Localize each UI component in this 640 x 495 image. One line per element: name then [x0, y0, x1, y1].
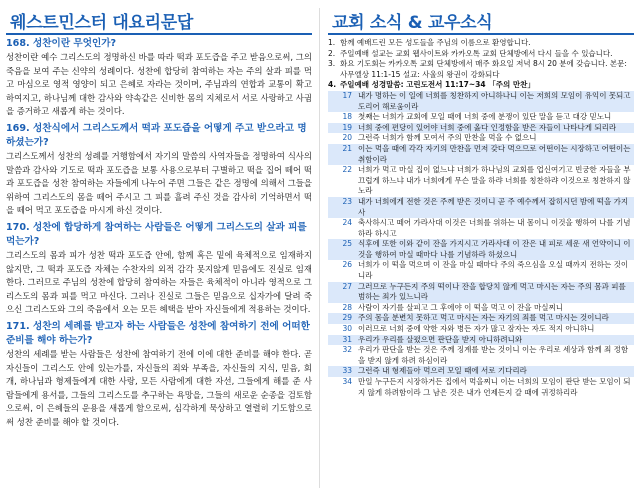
- news-header: [328, 4, 634, 34]
- verse-line: 19 너희 중에 편당이 있어야 너희 중에 옳다 인정함을 받은 자들이 나타나게 되리라: [328, 123, 634, 134]
- answer-text: 성찬의 세례를 받는 사람들은 성찬에 참여하기 전에 이에 대한 준비를 해야 한다. 곧 자신들이 그리스도 안에 있는가를, 자신들의 죄와 부족을, 자신들의 지식, 믿음, 회개, 하나님과 형제들에게 대한 사랑, 모든 사람에게 대한 자선, 그들에게 해를 준 사람들에게 용서를, 그들의 그리스도를 추구하는 욕망을, 그들의 새로운 순종을 검토함으로써, 이 은혜들의 운용을 새롭게 함으로써, 심각하게 묵상하고 열렬히 기도함으로써 성찬 준비를 해야 할 것이다.: [6, 348, 312, 427]
- question-heading: 171. 성찬의 세례를 받고자 하는 사람들은 성찬에 참여하기 전에 어떠한 준비를 해야 하는가?: [6, 320, 310, 346]
- answer-text: 성찬이란 예수 그리스도의 정명하신 바를 따라 떡과 포도즙을 주고 받음으로써, 그의 죽음을 보여 주는 신약의 성례이다. 성찬에 합당히 참여하는 자는 주의 살과 피를 먹고 마심으로 영적 영양이 되고 은혜로 자라는 것이며, 주님과의 연합과 교통이 확고하여지고, 하나님께 대한 감사와 약속같은 신비한 몸의 지체로서 서로 사랑하고 사귐을 증거하고 새롭게 하는 것이다.: [6, 52, 312, 117]
- question-heading: 170. 성찬에 합당하게 참여하는 사람들은 어떻게 그리스도의 살과 피를 먹는가?: [6, 221, 307, 247]
- news-title: 교회 소식 & 교우소식: [332, 13, 493, 33]
- verse-line: 23 내가 너희에게 전한 것은 주께 받은 것이니 곧 주 예수께서 잡히시던 밤에 떡을 가지사: [328, 197, 634, 218]
- notice-list: [328, 38, 634, 91]
- verse-line: 31 우리가 우리를 살폈으면 판단을 받지 아니하려니와: [328, 335, 634, 346]
- verse-line: 21 이는 먹을 때에 각각 자기의 만찬을 먼저 갖다 먹으므로 어떤이는 시장하고 어떤이는 취함이라: [328, 144, 634, 165]
- verse-line: 34 만일 누구든지 시장하거든 집에서 먹을찌니 이는 너희의 모임이 판단 받는 모임이 되지 않게 하려함이라 그 남은 것은 내가 언제든지 갈 때에 귀정하리라: [342, 377, 631, 397]
- verse-line: 27 그러므로 누구든지 주의 떡이나 잔을 합당치 않게 먹고 마시는 자는 주의 몸과 피를 범하는 죄가 있느니라: [328, 282, 634, 303]
- notice-item: 3. 화요 기도회는 카카오톡 교회 단체방에서 매주 화요일 저녁 8시 20 분에 갖습니다. 본문: 사무엘상 11:1-15 설교: 사울의 왕권이 강화되다: [328, 59, 627, 79]
- verse-line: 17 내가 명하는 이 일에 너희를 칭찬하지 아니하나니 이는 저희의 모임이 유익이 못되고 도리어 해로움이라: [328, 91, 634, 112]
- notice-item: 1. 함께 예배드린 모든 성도들을 주님의 이름으로 환영합니다.: [328, 38, 531, 47]
- scripture-passage: [328, 91, 634, 398]
- catechism-column: [0, 0, 318, 495]
- news-column: [322, 0, 640, 495]
- verse-line: 22 너희가 먹고 마실 집이 없느냐 너희가 하나님의 교회를 업신여기고 빈궁한 자들을 부끄럽게 하느냐 내가 너희에게 무슨 말을 하랴 너희를 칭찬하랴 이것으로 칭찬하지 않노라: [342, 165, 631, 196]
- qa-item-168: [6, 37, 312, 119]
- notice-item: 2. 주일예배 설교는 교회 웹사이트와 카카오톡 교회 단체방에서 다시 들을 수 있습니다.: [328, 48, 613, 58]
- question-heading: 169. 성찬식에서 그리스도께서 떡과 포도즙을 어떻게 주고 받으라고 명하셨는가?: [6, 122, 307, 148]
- verse-line: 30 이러므로 너희 중에 약한 자와 병든 자가 많고 잠자는 자도 적지 아니하니: [342, 324, 595, 334]
- verse-line: 28 사람이 자기를 살피고 그 후에야 이 떡을 먹고 이 잔을 마실찌니: [342, 302, 563, 312]
- verse-line: 29 주의 몸을 분변치 못하고 먹고 마시는 자는 자기의 죄를 먹고 마시는 것이니라: [328, 313, 634, 324]
- answer-text: 그리스도께서 성찬의 성례를 거행함에서 자기의 말씀의 사역자들을 정명하여 식사의 말씀과 감사와 기도로 떡과 포도즙을 보통 사용으로부터 구별하고 떡을 집어 떼어 떡과 포도즙을 성찬 참여하는 자들에게 나누어 주면 그들은 같은 정명에 의해서 그들을 위하여 그리스도의 몸을 떼어 주시고 그 피를 흘려 주신 것을 감사히 기억하면서 떡을 떼어 먹고 포도즙을 마시게 하신 것이다.: [6, 150, 312, 216]
- qa-item-171: [6, 320, 312, 430]
- header-divider: [328, 33, 634, 35]
- column-divider: [319, 8, 320, 488]
- question-heading: 168. 성찬이란 무엇인가?: [6, 38, 117, 49]
- verse-line: 26 너희가 이 떡을 먹으며 이 잔을 마실 때마다 주의 죽으심을 오실 때까지 전하는 것이니라: [342, 260, 629, 281]
- catechism-title: 웨스트민스터 대요리문답: [10, 13, 193, 33]
- qa-item-170: [6, 221, 312, 317]
- verse-line: 18 첫째는 너희가 교회에 모일 때에 너희 중에 분쟁이 있단 말을 듣고 대강 믿노니: [342, 112, 612, 122]
- answer-text: 그리스도의 몸과 피가 성찬 떡과 포도즙 안에, 함께 혹은 밑에 육체적으로 임재하지 않지만, 그 떡과 포도즙 자체는 수찬자의 외적 감각 못지않게 믿음에도 진실로 임재한다. 그러므로 주님의 성찬에 합당히 참여하는 자들은 육체적이 아니라 영적으로 그리스도의 몸과 피를 먹고 마신다. 그러나 진실로 그들은 믿음으로 십자가에 달려 죽으신 그리스도와 그의 죽음에서 오는 모든 혜택을 받아 자신들에게 적용하는 것이다.: [6, 249, 312, 315]
- verse-line: 33 그런즉 내 형제들아 먹으러 모일 때에 서로 기다리라: [328, 366, 634, 377]
- notice-item: 4. 주일예배 성경말씀: 고린도전서 11:17~34 「주의 만찬」: [328, 80, 535, 90]
- verse-line: 25 식후에 또한 이와 같이 잔을 가지시고 가라사대 이 잔은 내 피로 세운 새 언약이니 이것을 행하여 마실 때마다 나를 기념하라 하셨으니: [328, 239, 634, 260]
- verse-line: 24 축사하시고 떼어 가라사대 이것은 너희를 위하는 내 몸이니 이것을 행하여 나를 기념하라 하시고: [342, 218, 631, 238]
- verse-line: 32 우리가 판단을 받는 것은 주께 징계를 받는 것이니 이는 우리로 세상과 함께 죄 정함을 받지 않게 하려 하심이라: [342, 345, 629, 365]
- verse-line: 20 그런즉 너희가 함께 모여서 주의 만찬을 먹을 수 없으니: [342, 133, 537, 143]
- qa-item-169: [6, 122, 312, 218]
- catechism-header: [6, 4, 312, 34]
- header-divider: [6, 33, 312, 35]
